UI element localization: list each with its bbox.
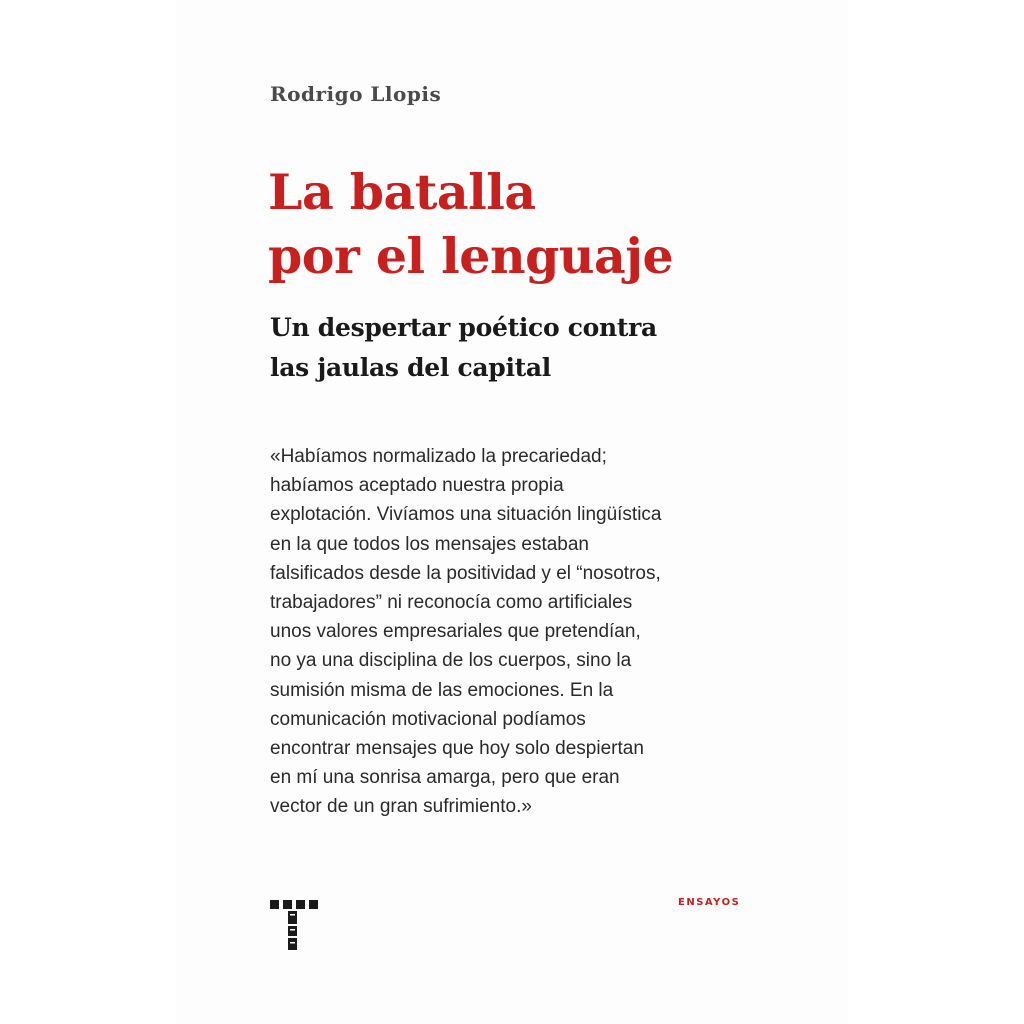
quote-line: explotación. Vivíamos una situación lingüística bbox=[270, 504, 662, 526]
back-cover-quote bbox=[270, 442, 770, 822]
quote-line: no ya una disciplina de los cuerpos, sino la bbox=[270, 650, 632, 672]
quote-line: falsificados desde la positividad y el “nosotros, bbox=[270, 562, 661, 584]
title-line-2: por el lenguaje bbox=[268, 227, 674, 285]
quote-line: vector de un gran sufrimiento.» bbox=[270, 796, 532, 818]
book-title bbox=[268, 160, 808, 288]
author-name: Rodrigo Llopis bbox=[270, 82, 442, 106]
collection-label: ENSAYOS bbox=[678, 897, 741, 908]
quote-line: unos valores empresariales que pretendían, bbox=[270, 621, 641, 643]
quote-line: sumisión misma de las emociones. En la bbox=[270, 679, 614, 701]
subtitle-line-1: Un despertar poético contra bbox=[270, 313, 657, 342]
quote-line: «Habíamos normalizado la precariedad; bbox=[270, 446, 607, 467]
quote-line: encontrar mensajes que hoy solo despiertan bbox=[270, 738, 644, 760]
quote-line: trabajadores” ni reconocía como artificiales bbox=[270, 592, 633, 614]
quote-line: habíamos aceptado nuestra propia bbox=[270, 475, 564, 497]
quote-line: comunicación motivacional podíamos bbox=[270, 708, 586, 730]
book-subtitle bbox=[270, 308, 810, 388]
publisher-logo-icon bbox=[270, 898, 318, 958]
subtitle-line-2: las jaulas del capital bbox=[270, 353, 551, 382]
quote-line: en mí una sonrisa amarga, pero que eran bbox=[270, 767, 620, 789]
title-line-1: La batalla bbox=[268, 163, 536, 221]
quote-line: en la que todos los mensajes estaban bbox=[270, 533, 589, 555]
